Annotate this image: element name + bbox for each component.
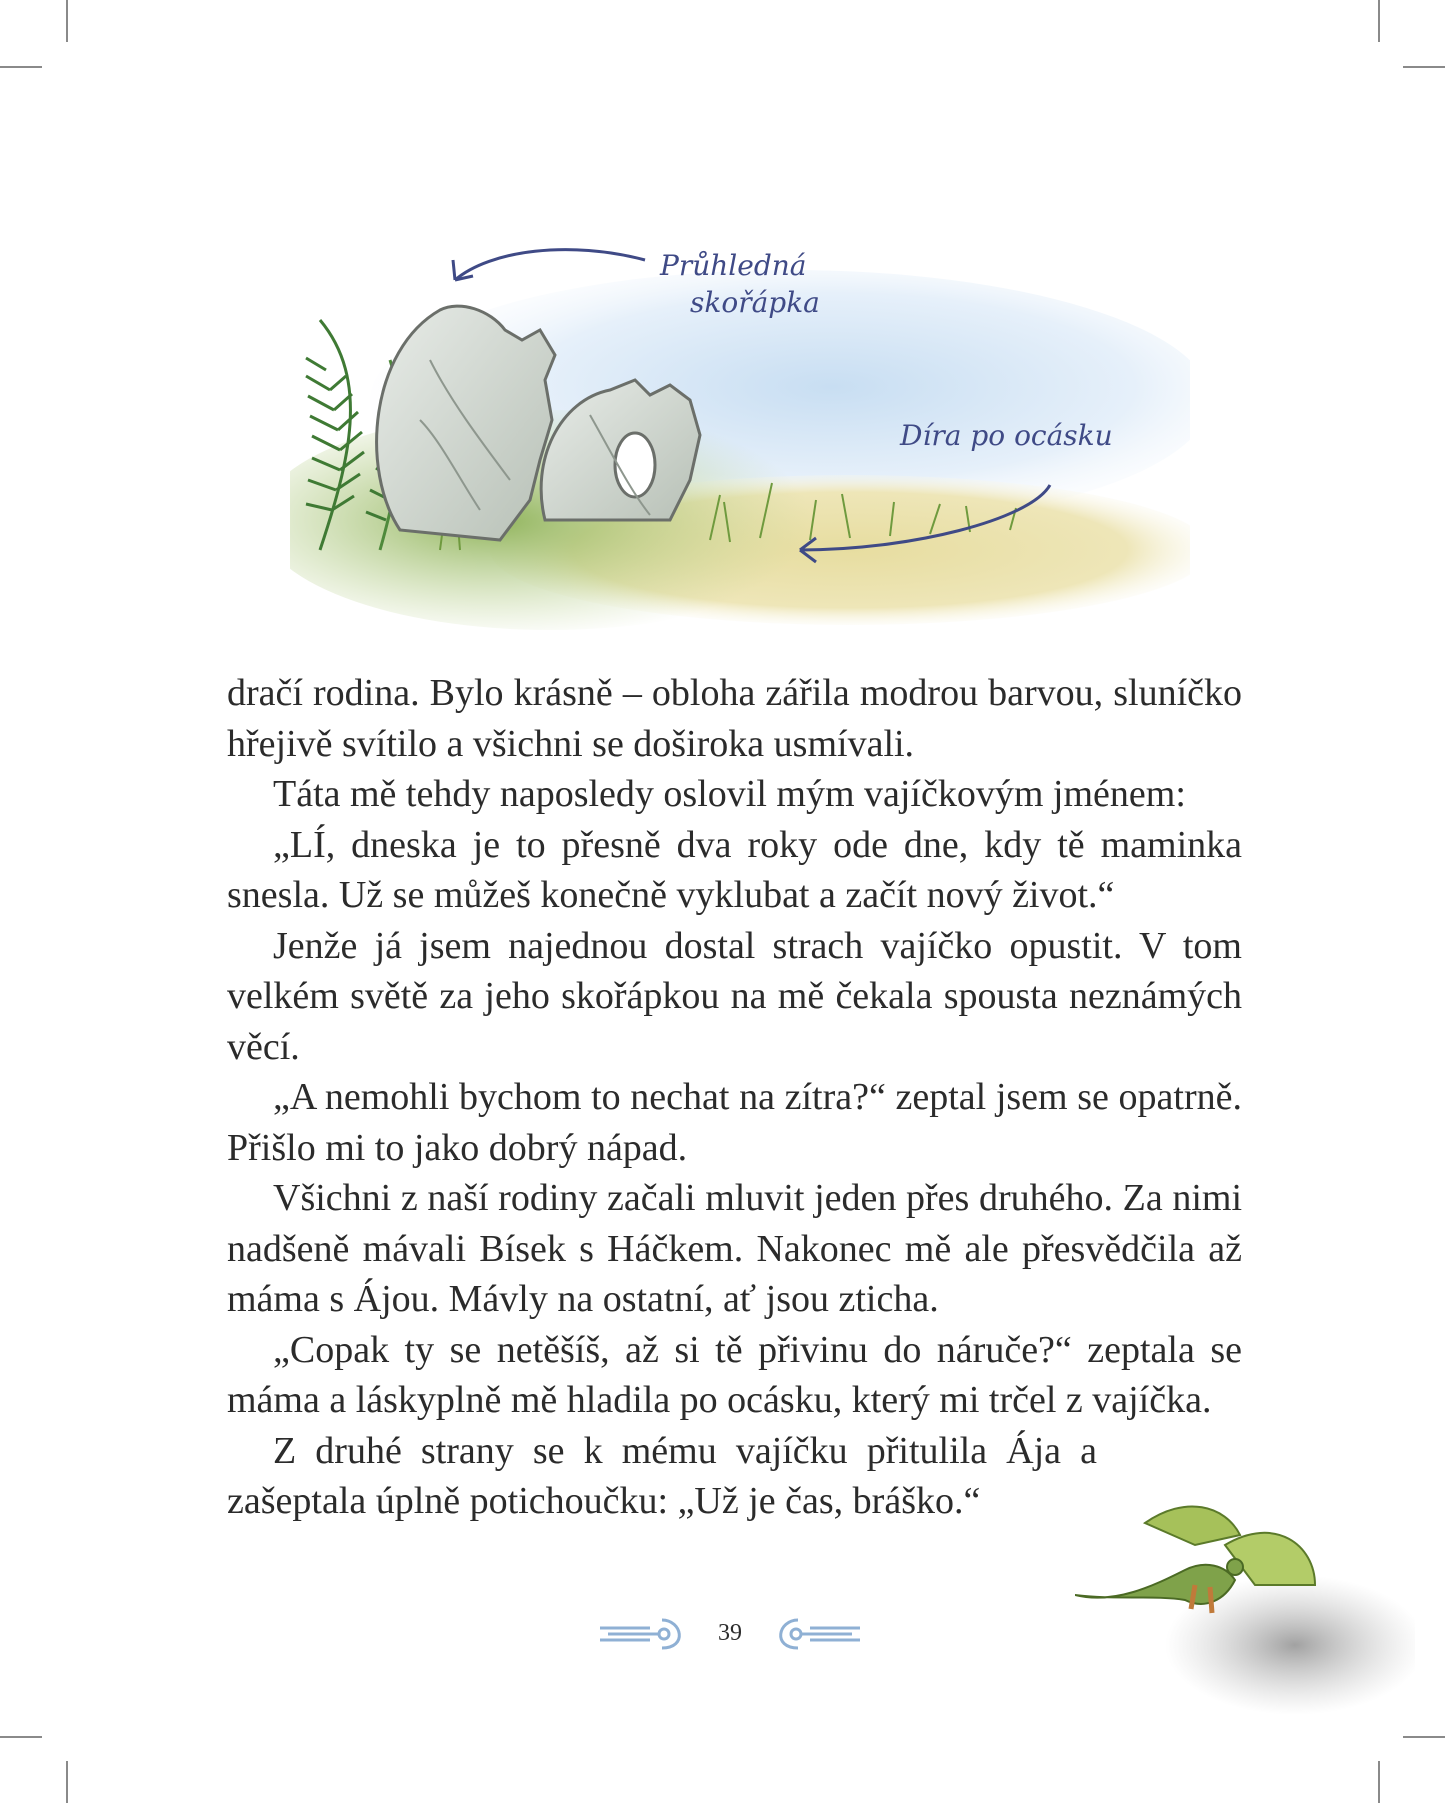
arrow-shell-icon [455, 250, 645, 280]
crop-mark-top-right-v [1378, 0, 1380, 42]
crop-mark-bottom-right-h [1403, 1736, 1445, 1738]
eggshell-illustration [290, 220, 1190, 640]
paragraph-1: dračí rodina. Bylo krásně – obloha zářila modrou barvou, sluníčko hřejivě svítilo a všichni se doširoka usmívali. [227, 672, 1242, 765]
paragraph-5: „A nemohli bychom to nechat na zítra?“ zeptal jsem se opatrně. Přišlo mi to jako dobrý nápad. [227, 1076, 1242, 1169]
paragraph-8: Z druhé strany se k mému vajíčku přitulila Ája a zašeptala úplně potichoučku: „Už je čas, bráško.“ [227, 1429, 1097, 1522]
svg-text:Průhledná: Průhledná [660, 249, 807, 282]
crop-mark-top-left-h [0, 66, 42, 68]
paragraph-2: Táta mě tehdy naposledy oslovil mým vajíčkovým jménem: [273, 773, 1186, 815]
page-footer [600, 1612, 860, 1656]
crop-mark-top-left-v [66, 0, 68, 42]
crop-mark-top-right-h [1403, 66, 1445, 68]
crop-mark-bottom-left-h [0, 1736, 42, 1738]
flying-dragon-icon [1075, 1475, 1415, 1715]
svg-text:skořápka: skořápka [690, 286, 820, 319]
paragraph-7: „Copak ty se netěšíš, až si tě přivinu do náruče?“ zeptala se máma a láskyplně mě hladila po ocásku, který mi trčel z vajíčka. [227, 1328, 1242, 1421]
paragraph-3: „LÍ, dneska je to přesně dva roky ode dne, kdy tě maminka snesla. Už se můžeš konečně vyklubat a začít nový život.“ [227, 823, 1242, 916]
page-number: 39 [718, 1620, 742, 1646]
ornament-right-icon [760, 1612, 860, 1656]
body-text [227, 668, 1242, 1527]
paragraph-6: Všichni z naší rodiny začali mluvit jeden přes druhého. Za nimi nadšeně mávali Bísek s Háčkem. Nakonec mě ale přesvědčila až máma s Ájou. Mávly na ostatní, ať jsou zticha. [227, 1177, 1242, 1320]
crop-mark-bottom-right-v [1378, 1761, 1380, 1803]
svg-text:Díra po ocásku: Díra po ocásku [900, 419, 1113, 452]
paragraph-4: Jenže já jsem najednou dostal strach vajíčko opustit. V tom velkém světě za jeho skořápkou na mě čekala spousta neznámých věcí. [227, 924, 1242, 1068]
crop-mark-bottom-left-v [66, 1761, 68, 1803]
